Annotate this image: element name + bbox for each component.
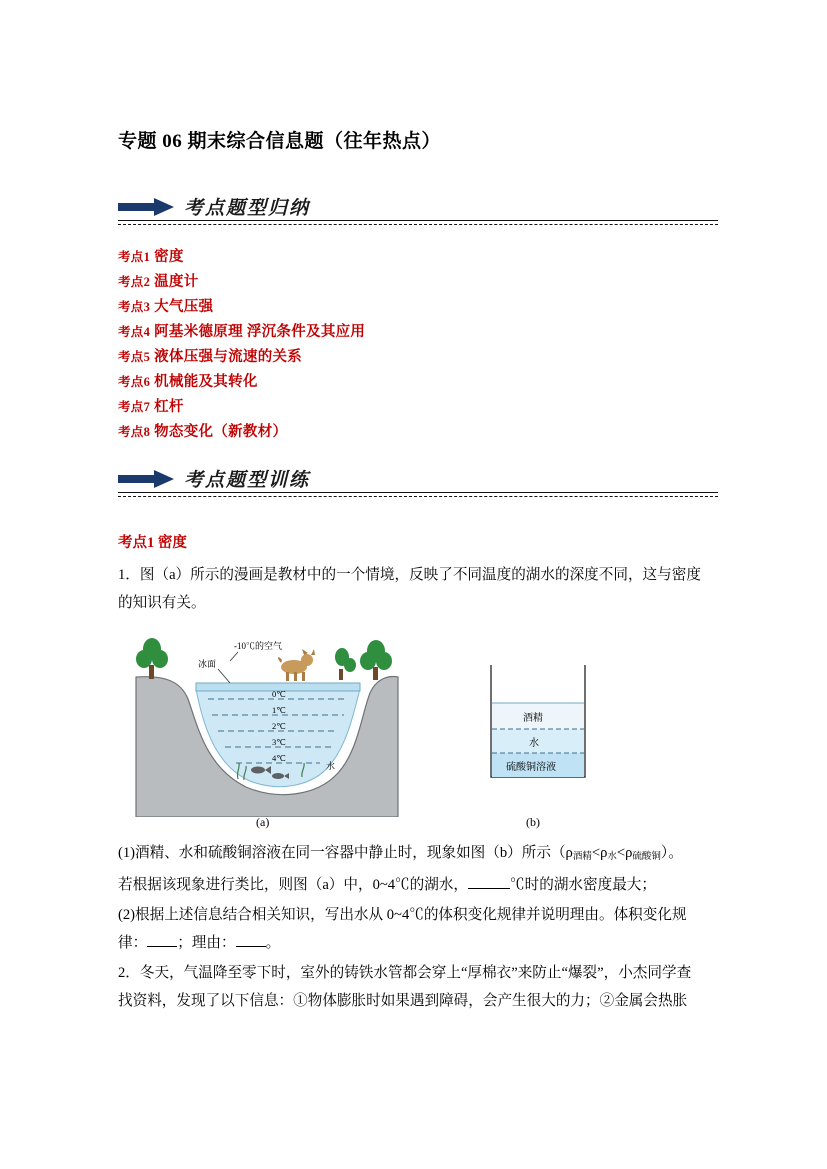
svg-text:-10℃的空气: -10℃的空气: [234, 641, 282, 651]
list-item: [118, 245, 718, 270]
banner-rule-dashed: [118, 224, 718, 225]
figure-b-beaker-diagram: [473, 659, 603, 829]
svg-text:酒精: 酒精: [523, 713, 543, 724]
q1-sub2-line2-c: 。: [265, 935, 281, 952]
key-point-number: 考点7: [118, 400, 151, 414]
key-point-label: 杠杆: [154, 399, 184, 415]
key-point-label: 物态变化（新教材）: [154, 424, 288, 440]
list-item: [118, 370, 718, 395]
arrow-icon: [118, 470, 174, 488]
arrow-icon: [118, 198, 174, 216]
q1-sub1-part-b: <ρ: [591, 845, 608, 861]
svg-text:3℃: 3℃: [272, 737, 286, 747]
q1-sub1-part-a: (1)酒精、水和硫酸铜溶液在同一容器中静止时，现象如图（b）所示（ρ: [118, 845, 573, 861]
key-point-number: 考点2: [118, 275, 151, 289]
question-1-line-2: 的知识有关。: [118, 595, 206, 611]
q1-sub1-part-c: <ρ: [616, 845, 633, 861]
figure-a-caption: (a): [256, 815, 270, 829]
banner-practice-label: 考点题型训练: [184, 470, 311, 491]
key-point-label: 阿基米德原理 浮沉条件及其应用: [154, 324, 366, 340]
svg-text:2℃: 2℃: [272, 721, 286, 731]
dog-illustration: [278, 649, 315, 681]
list-item: [118, 395, 718, 420]
key-point-number: 考点5: [118, 350, 151, 364]
svg-text:0℃: 0℃: [272, 689, 286, 699]
figure-a-lake-diagram: [126, 627, 406, 829]
q1-sub1-subscript-3: 硫酸铜: [632, 852, 661, 863]
banner-rule-solid: [118, 220, 718, 221]
q1-sub1-line2-b: ℃时的湖水密度最大；: [510, 877, 656, 894]
q1-sub1-subscript-2: 水: [607, 852, 617, 863]
question-2-line-2: 找资料，发现了以下信息：①物体膨胀时如果遇到障碍，会产生很大的力；②金属会热胀: [118, 993, 688, 1010]
list-item: [118, 320, 718, 345]
banner-rule-solid: [118, 492, 718, 493]
figure-group: [118, 627, 718, 837]
answer-blank[interactable]: [236, 930, 266, 947]
question-1-sub-1: [118, 839, 718, 899]
q1-sub1-part-d: ）。: [660, 845, 683, 861]
answer-blank[interactable]: [468, 872, 510, 889]
q1-sub2-line2-a: 律：: [118, 935, 148, 952]
figure-b-caption: (b): [526, 815, 540, 829]
q1-sub2-line-1: (2)根据上述信息结合相关知识，写出水从 0~4℃的体积变化规律并说明理由。体积变化规: [118, 907, 687, 924]
key-point-list: [118, 245, 718, 445]
banner-summary-label: 考点题型归纳: [184, 198, 311, 219]
key-point-label: 温度计: [154, 274, 199, 290]
question-1-text: [118, 561, 718, 617]
svg-text:水: 水: [529, 738, 539, 749]
banner-practice: [118, 467, 718, 501]
key-point-number: 考点8: [118, 425, 151, 439]
list-item: [118, 270, 718, 295]
answer-blank[interactable]: [147, 930, 177, 947]
key-point-number: 考点4: [118, 325, 151, 339]
question-2-text: [118, 959, 718, 1015]
banner-summary: [118, 195, 718, 229]
key-point-label: 密度: [154, 249, 184, 265]
question-2-line-1: 2．冬天，气温降至零下时，室外的铸铁水管都会穿上“厚棉衣”来防止“爆裂”，小杰同学查: [118, 965, 692, 982]
key-point-label: 大气压强: [154, 299, 214, 315]
list-item: [118, 345, 718, 370]
svg-text:4℃: 4℃: [272, 753, 286, 763]
question-1-sub-2: [118, 901, 718, 957]
svg-text:水: 水: [326, 761, 336, 771]
key-point-number: 考点3: [118, 300, 151, 314]
q1-sub1-line2-a: 若根据该现象进行类比，则图（a）中，0~4℃的湖水，: [118, 877, 469, 894]
key-point-label: 机械能及其转化: [154, 374, 258, 390]
practice-section-head: 考点1 密度: [118, 535, 187, 551]
question-1-line-1: 1．图（a）所示的漫画是教材中的一个情境，反映了不同温度的湖水的深度不同，这与密度: [118, 567, 701, 583]
q1-sub1-subscript-1: 酒精: [572, 852, 592, 863]
key-point-number: 考点6: [118, 375, 151, 389]
page-title: 专题 06 期末综合信息题（往年热点）: [118, 131, 442, 152]
list-item: [118, 295, 718, 320]
list-item: [118, 420, 718, 445]
key-point-number: 考点1: [118, 250, 151, 264]
document-content: [118, 0, 718, 1015]
svg-text:硫酸铜溶液: 硫酸铜溶液: [506, 762, 556, 773]
svg-text:冰面: 冰面: [198, 659, 217, 669]
banner-rule-dashed: [118, 496, 718, 497]
q1-sub2-line2-b: ；理由：: [177, 935, 236, 952]
svg-text:1℃: 1℃: [272, 705, 286, 715]
key-point-label: 液体压强与流速的关系: [154, 349, 303, 365]
